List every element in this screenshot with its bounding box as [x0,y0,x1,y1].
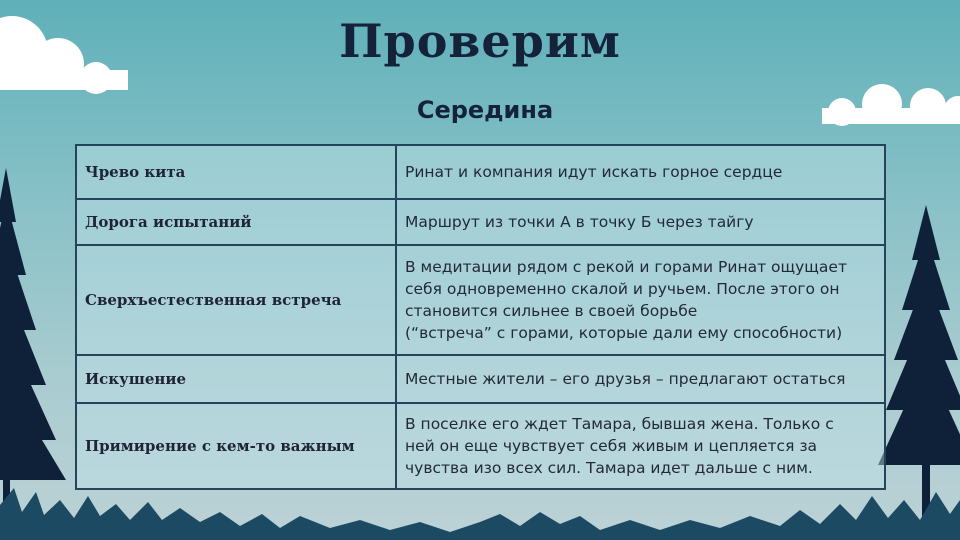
description-line: чувства изо всех сил. Тамара идет дальше с ним. [405,459,813,477]
pine-tree-left-icon [0,168,66,510]
description-cell [396,145,885,199]
description-cell [396,199,885,245]
description-cell [396,403,885,489]
table-row [76,145,885,199]
description-line: ней он еще чувствует себя живым и цепляется за [405,437,818,455]
pine-tree-right-icon [878,205,960,525]
description-line: (“встреча” с горами, которые дали ему способности) [405,324,843,342]
description-cell [396,245,885,355]
table-row [76,403,885,489]
description-line: В медитации рядом с рекой и горами Ринат ощущает [405,258,847,276]
table-row [76,355,885,403]
description-line: становится сильнее в своей борьбе [405,302,698,320]
page-title: Проверим [339,14,621,68]
description-line: Местные жители – его друзья – предлагают остаться [405,370,846,388]
stage-cell: Сверхъестественная встреча [76,245,396,355]
stage-cell: Примирение с кем-то важным [76,403,396,489]
description-line: себя одновременно скалой и ручьем. После этого он [405,280,840,298]
grass-icon [0,488,960,540]
stage-cell: Искушение [76,355,396,403]
description-cell [396,355,885,403]
description-line: Ринат и компания идут искать горное сердце [405,163,783,181]
description-line: В поселке его ждет Тамара, бывшая жена. Только с [405,415,834,433]
table-row [76,199,885,245]
page-subtitle: Середина [416,96,554,124]
stage-cell: Дорога испытаний [76,199,396,245]
hero-journey-table [75,144,886,490]
table-row [76,245,885,355]
description-line: Маршрут из точки А в точку Б через тайгу [405,213,754,231]
stage-cell: Чрево кита [76,145,396,199]
